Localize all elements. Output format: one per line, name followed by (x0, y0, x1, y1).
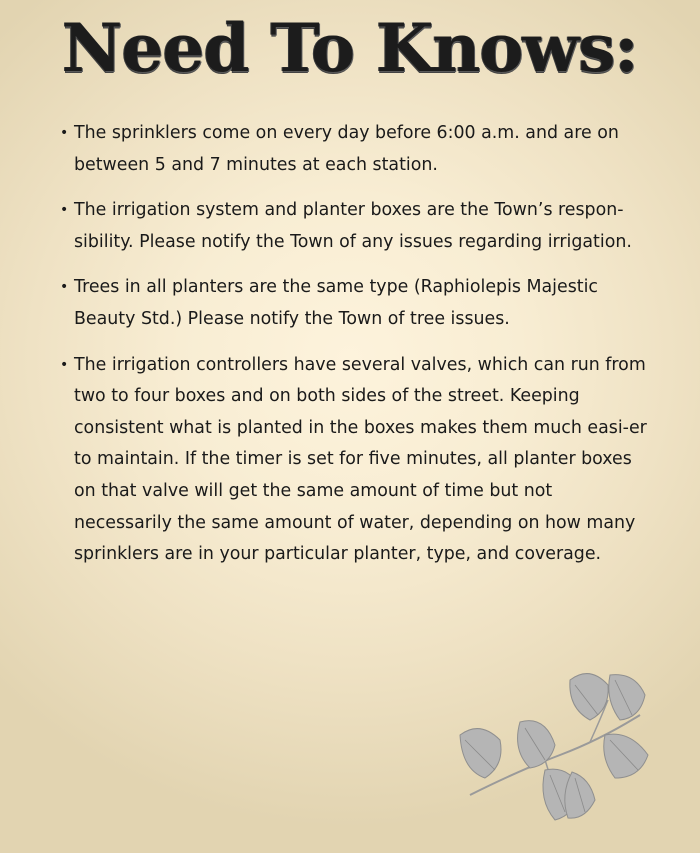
list-item-text: The sprinklers come on every day before 6:00 a.m. and are on between 5 and 7 minutes at each station. (74, 123, 619, 175)
list-item (60, 195, 650, 258)
list-item-text: The irrigation system and planter boxes are the Town’s respon-sibility. Please notify the Town of any issues regarding irrigation. (74, 200, 632, 252)
list-item (60, 118, 650, 181)
info-list (60, 118, 650, 585)
page-title: Need To Knows: (62, 9, 638, 87)
bullet: • (60, 356, 69, 373)
list-item-text: The irrigation controllers have several valves, which can run from two to four boxes and on both sides of the street. Keeping consistent what is planted in the boxes makes them much easi-er to maintain. If the timer is set for five minutes, all planter boxes on that valve will get the same amount of time but not necessarily the same amount of water, depending on how many sprinklers are in your particular planter, type, and coverage. (74, 354, 647, 565)
birch-leaves-icon (450, 660, 660, 840)
list-item (60, 272, 650, 335)
list-item (60, 350, 650, 571)
bullet: • (60, 125, 69, 141)
list-item-text: Trees in all planters are the same type (Raphiolepis Majestic Beauty Std.) Please notify the Town of tree issues. (74, 277, 598, 329)
bullet: • (60, 202, 69, 219)
bullet: • (60, 279, 69, 296)
